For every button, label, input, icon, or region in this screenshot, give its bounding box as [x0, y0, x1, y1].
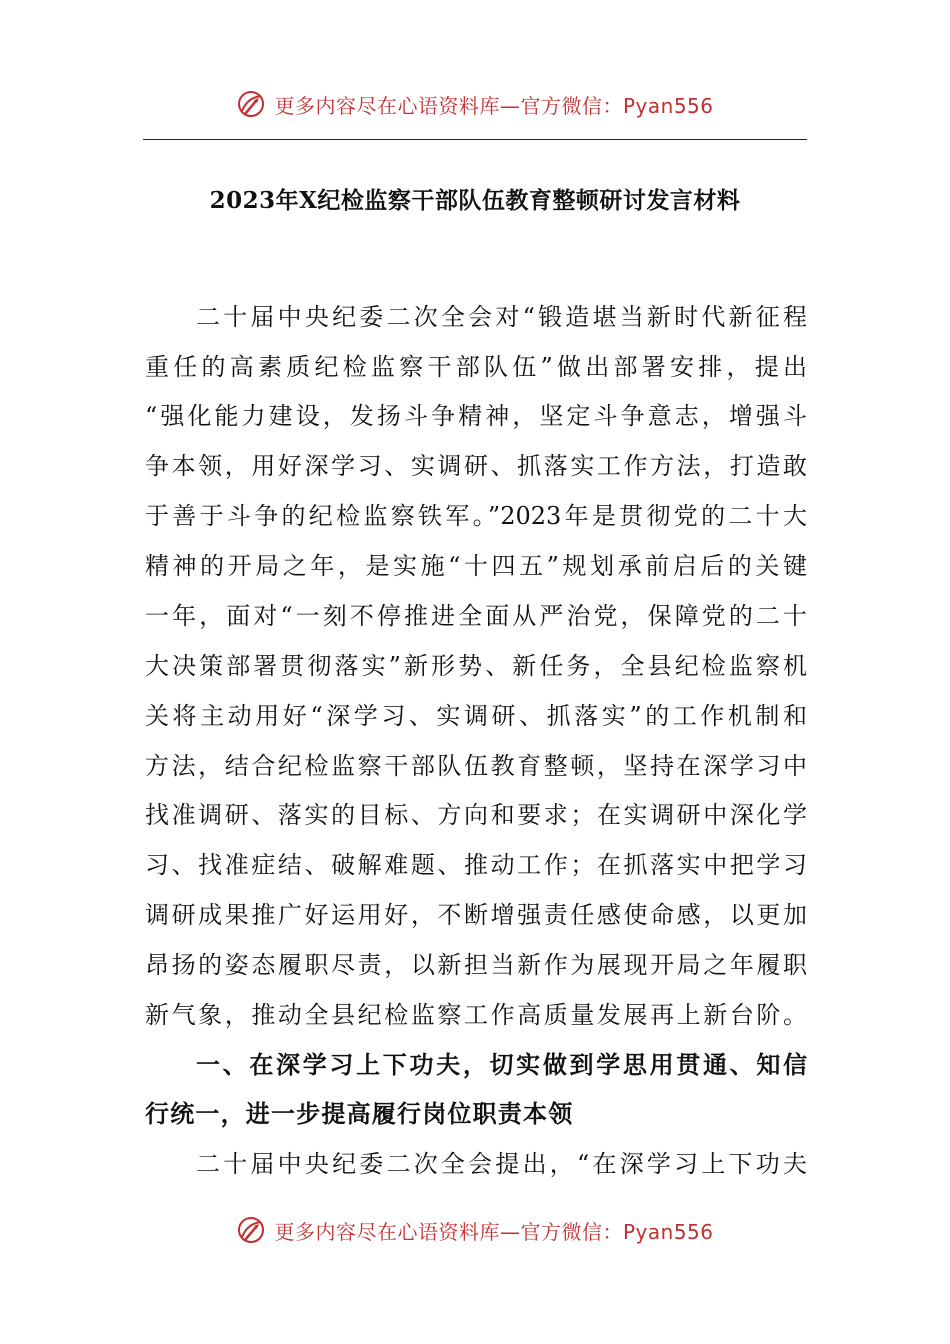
paragraph-line: 大决策部署贯彻落实”新形势、新任务，全县纪检监察机 [145, 652, 807, 680]
document-title: 2023年X纪检监察干部队伍教育整顿研讨发言材料 [209, 187, 741, 214]
paragraph-line: 二十届中央纪委二次全会提出，“在深学习上下功夫 [196, 1150, 807, 1178]
paragraph-line: 关将主动用好“深学习、实调研、抓落实”的工作机制和 [145, 702, 807, 730]
watermark-wechat-id: Pyan556 [622, 1219, 714, 1244]
paragraph-line: 新气象，推动全县纪检监察工作高质量发展再上新台阶。 [145, 1001, 807, 1029]
paragraph-line: “强化能力建设，发扬斗争精神，坚定斗争意志，增强斗 [145, 402, 807, 430]
watermark-wechat-id: Pyan556 [622, 93, 714, 118]
paragraph-line: 方法，结合纪检监察干部队伍教育整顿，坚持在深学习中 [145, 752, 807, 780]
watermark-header [0, 82, 950, 126]
pen-swirl-logo-icon [236, 89, 266, 119]
paragraph-line: 一年，面对“一刻不停推进全面从严治党，保障党的二十 [145, 602, 807, 630]
paragraph-line: 习、找准症结、破解难题、推动工作；在抓落实中把学习 [145, 851, 807, 879]
watermark-text: 更多内容尽在心语资料库—官方微信：Pyan556 [274, 93, 714, 118]
paragraph-line: 精神的开局之年，是实施“十四五”规划承前启后的关键 [145, 552, 807, 580]
watermark-text: 更多内容尽在心语资料库—官方微信：Pyan556 [274, 1219, 714, 1244]
paragraph-line: 于善于斗争的纪检监察铁军。”2023年是贯彻党的二十大 [145, 502, 807, 530]
paragraph-line: 二十届中央纪委二次全会对“锻造堪当新时代新征程 [196, 303, 807, 331]
paragraph-line: 调研成果推广好运用好，不断增强责任感使命感，以更加 [145, 901, 807, 929]
paragraph-line: 找准调研、落实的目标、方向和要求；在实调研中深化学 [145, 801, 807, 829]
watermark-footer [0, 1208, 950, 1252]
heading-line: 行统一，进一步提高履行岗位职责本领 [145, 1099, 574, 1128]
paragraph-line: 昂扬的姿态履职尽责，以新担当新作为展现开局之年履职 [145, 951, 807, 979]
paragraph-line: 争本领，用好深学习、实调研、抓落实工作方法，打造敢 [145, 452, 807, 480]
paragraph-line: 重任的高素质纪检监察干部队伍”做出部署安排，提出 [145, 353, 807, 381]
pen-swirl-logo-icon [236, 1215, 266, 1245]
header-divider [143, 139, 807, 140]
heading-line: 一、在深学习上下功夫，切实做到学思用贯通、知信 [196, 1050, 807, 1079]
